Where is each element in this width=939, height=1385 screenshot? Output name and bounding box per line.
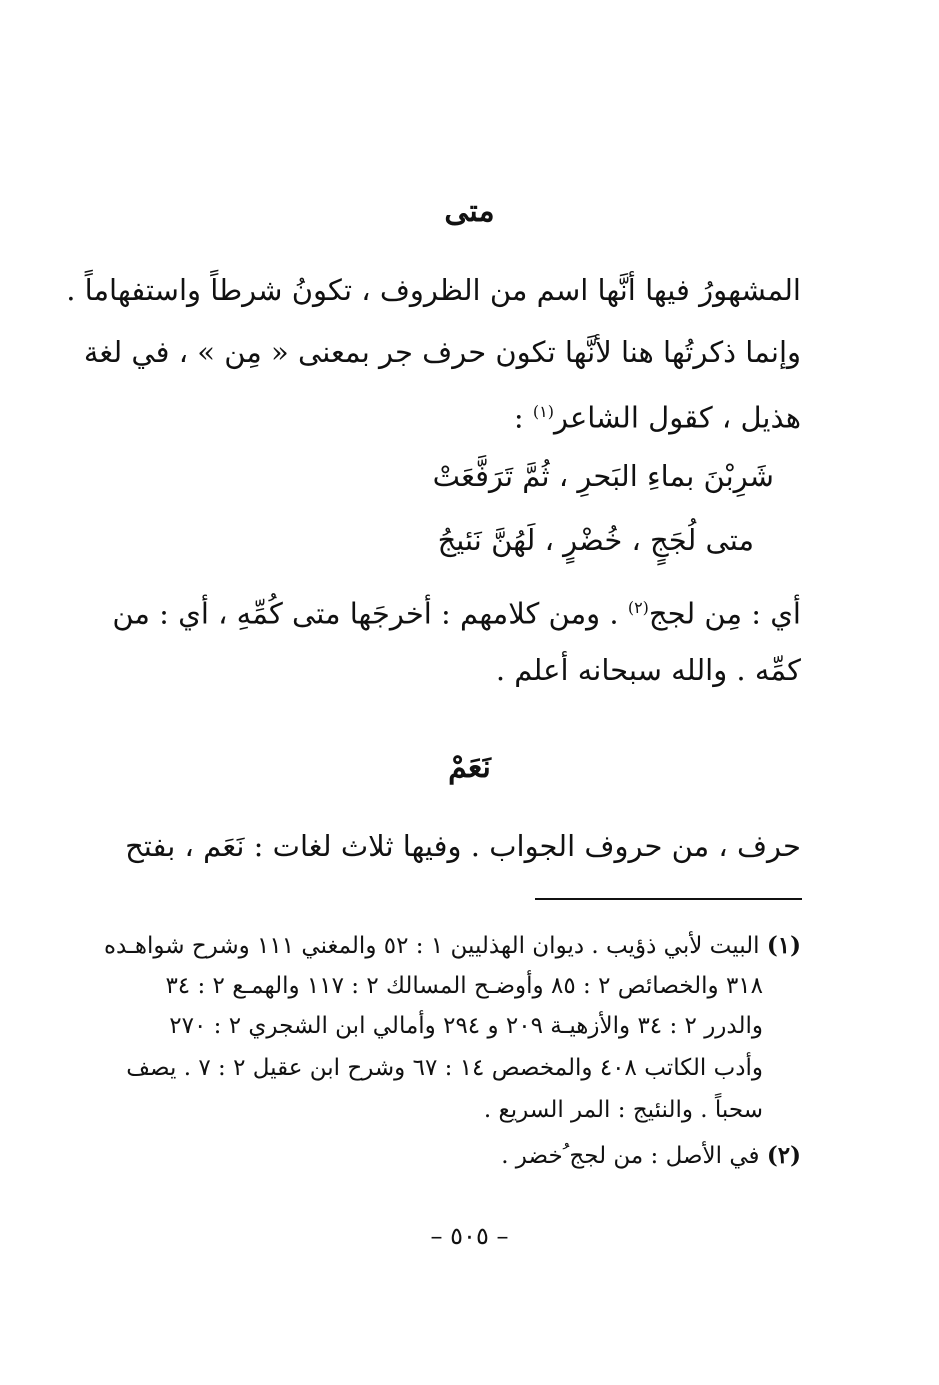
explanation-line-1-b: . ومن كلامهم : أخرجَها متى كُمِّهِ ، أي : من <box>112 596 628 631</box>
body-line-2: وإنما ذكرتُها هنا لأنَّها تكون حرف جر بمعنى « مِن » ، في لغة <box>83 335 801 369</box>
footnote-2-number: (٢) <box>766 1142 801 1169</box>
body-line-3-colon: : <box>513 400 533 435</box>
footnote-line-text: البيت لأبي ذؤيب . ديوان الهذليين ١ : ٥٢ والمغني ١١١ وشرح شواهـده <box>103 933 760 959</box>
section-heading-mata: متى <box>444 194 495 229</box>
footnote-1-line-3: والدرر ٢ : ٣٤ والأزهيـة ٢٠٩ و ٢٩٤ وأمالي ابن الشجري ٢ : ٢٧٠ <box>169 1013 763 1039</box>
explanation-line-2: كمِّه . والله سبحانه أعلم . <box>495 653 801 687</box>
footnote-1-line-2: ٣١٨ والخصائص ٢ : ٨٥ وأوضـح المسالك ٢ : ١١٧ والهمـع ٢ : ٣٤ <box>165 973 763 999</box>
body-line-naam-1: حرف ، من حروف الجواب . وفيها ثلاث لغات : نَعَم ، بفتح <box>125 829 801 863</box>
footnote-ref-2[interactable]: (٢) <box>627 598 649 617</box>
footnote-1-number: (١) <box>766 932 801 959</box>
footnote-1-line-1 <box>104 930 801 962</box>
footnote-separator <box>535 898 802 900</box>
section-heading-naam: نَعَمْ <box>448 750 491 785</box>
footnote-2-line-1 <box>501 1140 801 1172</box>
body-line-3 <box>514 394 801 436</box>
body-line-1: المشهورُ فيها أنَّها اسم من الظروف ، تكونُ شرطاً واستفهاماً . <box>66 273 801 307</box>
explanation-line-1-a: أي : مِن لجج <box>648 596 801 631</box>
footnote-1-line-4: وأدب الكاتب ٤٠٨ والمخصص ١٤ : ٦٧ وشرح ابن عقيل ٢ : ٧ . يصف <box>126 1055 763 1081</box>
footnote-ref-1[interactable]: (١) <box>532 402 554 421</box>
body-line-3-text: هذيل ، كقول الشاعر <box>554 400 801 435</box>
explanation-line-1 <box>112 590 801 632</box>
footnote-line-text: في الأصل : من لجج ُخضر . <box>501 1143 760 1169</box>
verse-line-1: شَرِبْنَ بماءِ البَحرِ ، ثُمَّ تَرَفَّعَتْ <box>432 459 774 493</box>
verse-line-2: متى لُجَجٍ ، خُضْرٍ ، لَهُنَّ نَئيجُ <box>437 523 754 557</box>
footnote-1-line-5: سحباً . والنئيج : المر السريع . <box>483 1097 763 1123</box>
page-number: – ٥٠٥ – <box>430 1222 509 1250</box>
